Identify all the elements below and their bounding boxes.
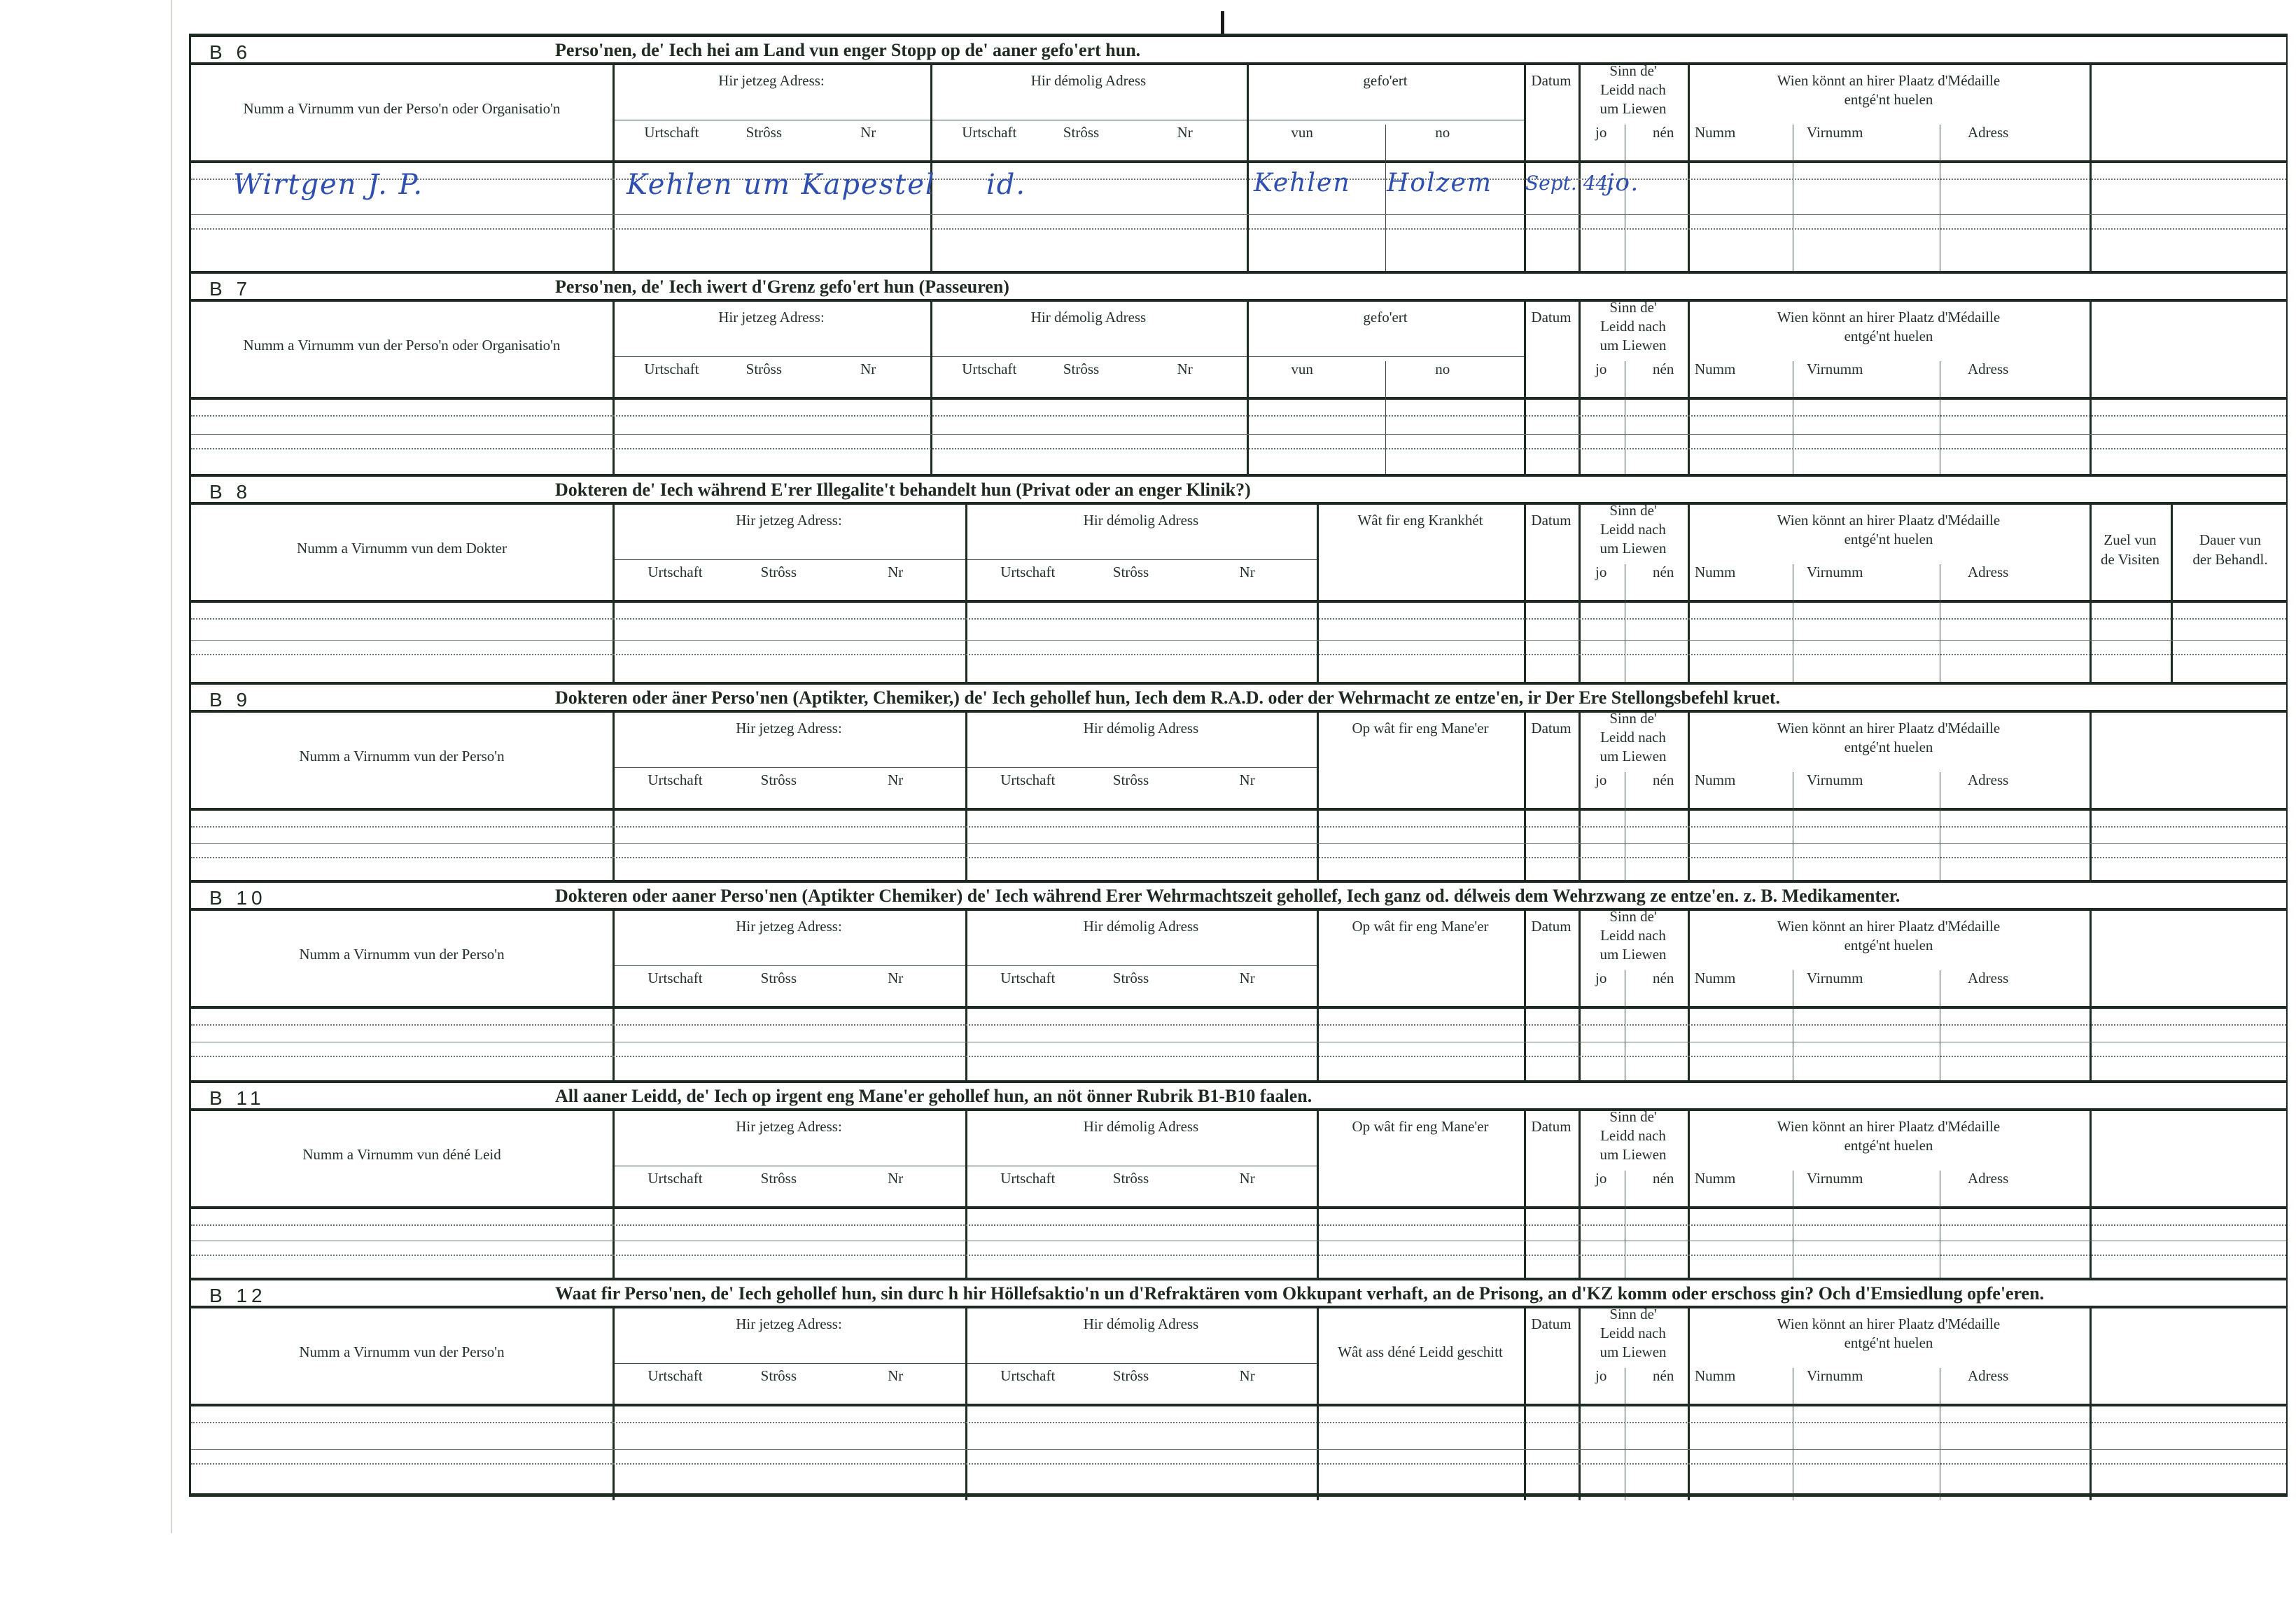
registration-mark [1221,11,1224,35]
column-divider [1247,65,1249,274]
header-subline [612,356,930,357]
header-subline [612,559,965,560]
numm-label: Numm [1695,1170,1736,1187]
stross-label: Strôss [760,1367,797,1384]
adress-label: Adress [1968,1170,2009,1187]
vun-no-divider [1385,361,1386,477]
column-divider [2090,1308,2092,1500]
section-title-row [191,1083,2286,1111]
jo-label: jo [1595,124,1607,141]
column-divider [1247,302,1249,477]
column-divider [612,911,615,1083]
virnumm-label: Virnumm [1807,970,1863,986]
section-b11 [191,1083,2286,1280]
medal-header-line: Wien könnt an hirer Plaatz d'Médaille [1777,72,2001,89]
former-address-header: Hir démolig Adress [1030,309,1147,326]
section-b6 [191,37,2286,274]
sinn-header-line: Leidd nach [1600,521,1666,538]
section-code: B 7 [209,278,252,300]
medal-header-line: Wien könnt an hirer Plaatz d'Médaille [1777,1118,2001,1135]
middle-column-header: Op wât fir eng Mane'er [1352,1118,1489,1135]
section-header [191,908,2286,1009]
urtschaft-label: Urtschaft [1000,564,1056,580]
column-divider [1688,505,1690,685]
column-divider [1578,505,1581,685]
nen-label: nén [1653,1170,1674,1187]
section-title: Perso'nen, de' Iech hei am Land vun enger Stopp op de' aaner gefo'ert hun. [555,40,1141,60]
column-divider [930,302,932,477]
stross-label: Strôss [760,970,797,986]
numm-label: Numm [1695,771,1736,788]
row-dotline [191,1056,2286,1057]
section-code: B 11 [209,1087,265,1109]
sinn-header-line: Sinn de' [1609,502,1657,519]
handwritten-vun: Kehlen [1254,169,1351,197]
current-address-header: Hir jetzeg Adress: [736,512,842,529]
medal-header-line: entgé'nt huelen [1844,937,1933,954]
nen-label: nén [1653,361,1674,377]
numm-label: Numm [1695,124,1736,141]
medal-header-line: Wien könnt an hirer Plaatz d'Médaille [1777,918,2001,935]
sinn-header-line: Sinn de' [1609,62,1657,79]
sinn-header-line: Sinn de' [1609,710,1657,727]
current-address-header: Hir jetzeg Adress: [736,720,842,736]
sinn-header-line: um Liewen [1600,540,1667,557]
stross-label: Strôss [1112,564,1149,580]
urtschaft-label: Urtschaft [1000,771,1056,788]
section-header [191,1308,2286,1406]
column-divider [612,505,615,685]
row-dotline [191,415,2286,417]
urtschaft-label: Urtschaft [648,771,703,788]
former-address-header: Hir démolig Adress [1083,1118,1199,1135]
dauer-header-line: Dauer vun [2199,531,2262,548]
section-b8 [191,477,2286,685]
handwritten-jo: jo. [1606,169,1640,197]
column-divider [612,1308,615,1500]
sinn-header-line: Leidd nach [1600,318,1666,335]
stross-label: Strôss [746,361,783,377]
stross-label: Strôss [1112,970,1149,986]
gefoert-header: gefo'ert [1363,309,1408,326]
header-subline [965,559,1317,560]
column-divider [965,1308,967,1500]
section-title-row [191,477,2286,505]
section-b9 [191,685,2286,883]
section-b10 [191,883,2286,1083]
virnumm-label: Virnumm [1807,1170,1863,1187]
column-divider [2090,505,2092,685]
section-header [191,299,2286,400]
medal-header-line: entgé'nt huelen [1844,1334,1933,1351]
urtschaft-label: Urtschaft [644,361,699,377]
stross-label: Strôss [746,124,783,141]
sinn-header-line: um Liewen [1600,1343,1667,1360]
page-edge [171,0,172,1533]
column-divider [1317,505,1319,685]
urtschaft-label: Urtschaft [1000,970,1056,986]
no-label: no [1435,361,1450,377]
sinn-header-line: Sinn de' [1609,908,1657,925]
row-dotline [191,448,2286,449]
medal-header-line: Wien könnt an hirer Plaatz d'Médaille [1777,1315,2001,1332]
current-address-header: Hir jetzeg Adress: [718,72,825,89]
stross-label: Strôss [1112,1367,1149,1384]
section-title-row [191,685,2286,713]
section-title: Waat fir Perso'nen, de' Iech gehollef hun, sin durc h hir Höllefsaktio'n un d'Refraktären vom Okkupant verhaft, an de Prisong, an d'KZ komm oder erschoss gin? Och d'Emsiedlung opfe'eren. [555,1283,2045,1304]
section-code: B 8 [209,481,252,503]
section-header [191,710,2286,811]
medal-header-line: entgé'nt huelen [1844,1137,1933,1154]
jo-label: jo [1595,564,1607,580]
sinn-header-line: Leidd nach [1600,729,1666,746]
virnumm-label: Virnumm [1807,771,1863,788]
nr-label: Nr [888,1367,904,1384]
current-address-header: Hir jetzeg Adress: [736,918,842,935]
urtschaft-label: Urtschaft [644,124,699,141]
sinn-header-line: Sinn de' [1609,299,1657,316]
handwritten-no: Holzem [1387,169,1492,197]
section-title: All aaner Leidd, de' Iech op irgent eng Mane'er gehollef hun, an nöt önner Rubrik B1-B10 faalen. [555,1086,1312,1106]
nr-label: Nr [1177,361,1193,377]
sinn-header-line: Sinn de' [1609,1306,1657,1322]
current-address-header: Hir jetzeg Adress: [736,1118,842,1135]
section-title-row [191,1280,2286,1308]
row-dotline [191,1255,2286,1256]
section-header [191,62,2286,163]
current-address-header: Hir jetzeg Adress: [736,1315,842,1332]
header-subline [930,356,1247,357]
row-dotline [191,1422,2286,1423]
column-divider [2171,505,2173,685]
row-dotline [191,179,2286,180]
nr-label: Nr [1177,124,1193,141]
sinn-header-line: um Liewen [1600,946,1667,963]
column-divider [1688,65,1690,274]
sinn-header-line: Sinn de' [1609,1108,1657,1125]
row-separator [191,214,2286,215]
column-divider [1317,911,1319,1083]
header-subline [965,965,1317,966]
nr-label: Nr [888,771,904,788]
sinn-header-line: um Liewen [1600,100,1667,117]
column-divider [1524,505,1526,685]
form-table [189,34,2288,1497]
nen-label: nén [1653,771,1674,788]
section-title-row [191,37,2286,65]
row-separator [191,1449,2286,1450]
stross-label: Strôss [1063,124,1100,141]
handwritten-former-address: id. [986,169,1027,201]
column-divider [1524,65,1526,274]
row-dotline [191,826,2286,828]
vun-no-divider [1385,125,1386,274]
datum-header: Datum [1531,72,1572,89]
adress-label: Adress [1968,124,2009,141]
medal-header-line: entgé'nt huelen [1844,739,1933,755]
header-subline [1247,356,1524,357]
stross-label: Strôss [1112,771,1149,788]
row-dotline [191,654,2286,655]
handwritten-datum: Sept. 44. [1525,172,1615,195]
stross-label: Strôss [1112,1170,1149,1187]
urtschaft-label: Urtschaft [1000,1170,1056,1187]
row-dotline [191,1463,2286,1465]
nr-label: Nr [860,361,876,377]
datum-header: Datum [1531,918,1572,935]
nr-label: Nr [1239,564,1255,580]
stross-label: Strôss [760,1170,797,1187]
urtschaft-label: Urtschaft [962,124,1017,141]
name-column-header: Numm a Virnumm vun der Perso'n [299,946,505,963]
stross-label: Strôss [1063,361,1100,377]
header-subline [612,767,965,768]
handwritten-name: Wirtgen J. P. [233,169,424,201]
column-divider [2090,65,2092,274]
nr-label: Nr [1239,1367,1255,1384]
header-subline [965,767,1317,768]
zuel-header-line: de Visiten [2100,551,2160,568]
middle-column-header: Op wât fir eng Mane'er [1352,918,1489,935]
column-divider [1578,302,1581,477]
row-separator [191,843,2286,844]
header-subline [612,965,965,966]
numm-label: Numm [1695,564,1736,580]
nen-label: nén [1653,564,1674,580]
section-title: Perso'nen, de' Iech iwert d'Grenz gefo'ert hun (Passeuren) [555,277,1009,297]
urtschaft-label: Urtschaft [648,564,703,580]
column-divider [2090,911,2092,1083]
column-divider [1317,1308,1319,1500]
medal-header-line: entgé'nt huelen [1844,531,1933,547]
nr-label: Nr [1239,970,1255,986]
column-divider [1524,302,1526,477]
vun-label: vun [1291,361,1313,377]
nr-label: Nr [1239,1170,1255,1187]
jo-label: jo [1595,970,1607,986]
sinn-header-line: Leidd nach [1600,927,1666,944]
stross-label: Strôss [760,771,797,788]
column-divider [1688,1308,1690,1500]
datum-header: Datum [1531,1118,1572,1135]
name-column-header: Numm a Virnumm vun der Perso'n oder Organisatio'n [243,100,561,117]
column-divider [1578,911,1581,1083]
medal-header-line: Wien könnt an hirer Plaatz d'Médaille [1777,309,2001,326]
nr-label: Nr [860,124,876,141]
row-dotline [191,857,2286,858]
no-label: no [1435,124,1450,141]
datum-header: Datum [1531,1315,1572,1332]
numm-label: Numm [1695,970,1736,986]
sinn-header-line: um Liewen [1600,748,1667,764]
nr-label: Nr [888,564,904,580]
urtschaft-label: Urtschaft [648,1170,703,1187]
sinn-header-line: Leidd nach [1600,1127,1666,1144]
nr-label: Nr [888,1170,904,1187]
name-column-header: Numm a Virnumm vun der Perso'n oder Organisatio'n [243,337,561,354]
virnumm-label: Virnumm [1807,124,1863,141]
medal-header-line: entgé'nt huelen [1844,328,1933,344]
former-address-header: Hir démolig Adress [1083,918,1199,935]
sinn-header-line: Leidd nach [1600,1325,1666,1341]
middle-column-header: Op wât fir eng Mane'er [1352,720,1489,736]
row-separator [191,640,2286,641]
section-header [191,502,2286,603]
section-code: B 9 [209,689,252,711]
virnumm-label: Virnumm [1807,361,1863,377]
section-b12 [191,1280,2286,1500]
zuel-header-line: Zuel vun [2104,531,2157,548]
virnumm-label: Virnumm [1807,564,1863,580]
adress-label: Adress [1968,564,2009,580]
datum-header: Datum [1531,309,1572,326]
middle-column-header: Wât fir eng Krankhét [1357,512,1483,529]
name-column-header: Numm a Virnumm vun der Perso'n [299,1343,505,1360]
medal-header-line: Wien könnt an hirer Plaatz d'Médaille [1777,720,2001,736]
jo-label: jo [1595,771,1607,788]
column-divider [1524,1308,1526,1500]
former-address-header: Hir démolig Adress [1030,72,1147,89]
column-divider [2090,302,2092,477]
gefoert-header: gefo'ert [1363,72,1408,89]
former-address-header: Hir démolig Adress [1083,512,1199,529]
section-title: Dokteren de' Iech während E'rer Illegalite't behandelt hun (Privat oder an enger Klinik?) [555,480,1251,500]
section-code: B 6 [209,41,252,63]
adress-label: Adress [1968,970,2009,986]
datum-header: Datum [1531,720,1572,736]
nen-label: nén [1653,970,1674,986]
adress-label: Adress [1968,771,2009,788]
nen-label: nén [1653,124,1674,141]
stross-label: Strôss [760,564,797,580]
column-divider [1688,302,1690,477]
section-code: B 10 [209,887,267,909]
numm-label: Numm [1695,1367,1736,1384]
section-code: B 12 [209,1285,267,1306]
urtschaft-label: Urtschaft [648,1367,703,1384]
row-dotline [191,228,2286,230]
name-column-header: Numm a Virnumm vun der Perso'n [299,748,505,764]
column-divider [965,911,967,1083]
nr-label: Nr [1239,771,1255,788]
name-column-header: Numm a Virnumm vun déné Leid [302,1146,501,1163]
dauer-header-line: der Behandl. [2192,551,2268,568]
section-b7 [191,274,2286,477]
urtschaft-label: Urtschaft [648,970,703,986]
header-subline [965,1363,1317,1364]
middle-column-header: Wât ass déné Leidd geschitt [1338,1343,1503,1360]
adress-label: Adress [1968,1367,2009,1384]
medal-header-line: Wien könnt an hirer Plaatz d'Médaille [1777,512,2001,529]
name-column-header: Numm a Virnumm vun dem Dokter [297,540,507,557]
nr-label: Nr [888,970,904,986]
handwritten-current-address: Kehlen um Kapestel [626,169,936,201]
column-divider [1524,911,1526,1083]
numm-label: Numm [1695,361,1736,377]
medal-header-line: entgé'nt huelen [1844,91,1933,108]
column-divider [965,505,967,685]
column-divider [1688,911,1690,1083]
header-subline [612,1363,965,1364]
column-divider [1578,1308,1581,1500]
jo-label: jo [1595,1170,1607,1187]
jo-label: jo [1595,361,1607,377]
former-address-header: Hir démolig Adress [1083,1315,1199,1332]
column-divider [612,302,615,477]
section-title: Dokteren oder äner Perso'nen (Aptikter, Chemiker,) de' Iech gehollef hun, Iech dem R.A.D. oder der Wehrmacht ze entze'en, ir Der Ere Stellongsbefehl kruet. [555,687,1781,708]
virnumm-label: Virnumm [1807,1367,1863,1384]
sinn-header-line: Leidd nach [1600,81,1666,98]
nen-label: nén [1653,1367,1674,1384]
datum-header: Datum [1531,512,1572,529]
column-divider [1578,65,1581,274]
former-address-header: Hir démolig Adress [1083,720,1199,736]
column-divider [612,65,615,274]
section-title: Dokteren oder aaner Perso'nen (Aptikter Chemiker) de' Iech während Erer Wehrmachtszeit gehollef, Iech ganz od. délweis dem Wehrzwang ze entze'en. z. B. Medikamenter. [555,886,1900,906]
section-title-row [191,274,2286,302]
section-header [191,1108,2286,1209]
row-dotline [191,1224,2286,1226]
vun-label: vun [1291,124,1313,141]
urtschaft-label: Urtschaft [962,361,1017,377]
section-title-row [191,883,2286,911]
row-dotline [191,618,2286,620]
sinn-header-line: um Liewen [1600,337,1667,354]
row-dotline [191,1024,2286,1026]
current-address-header: Hir jetzeg Adress: [718,309,825,326]
adress-label: Adress [1968,361,2009,377]
sinn-header-line: um Liewen [1600,1146,1667,1163]
jo-label: jo [1595,1367,1607,1384]
row-separator [191,434,2286,435]
urtschaft-label: Urtschaft [1000,1367,1056,1384]
